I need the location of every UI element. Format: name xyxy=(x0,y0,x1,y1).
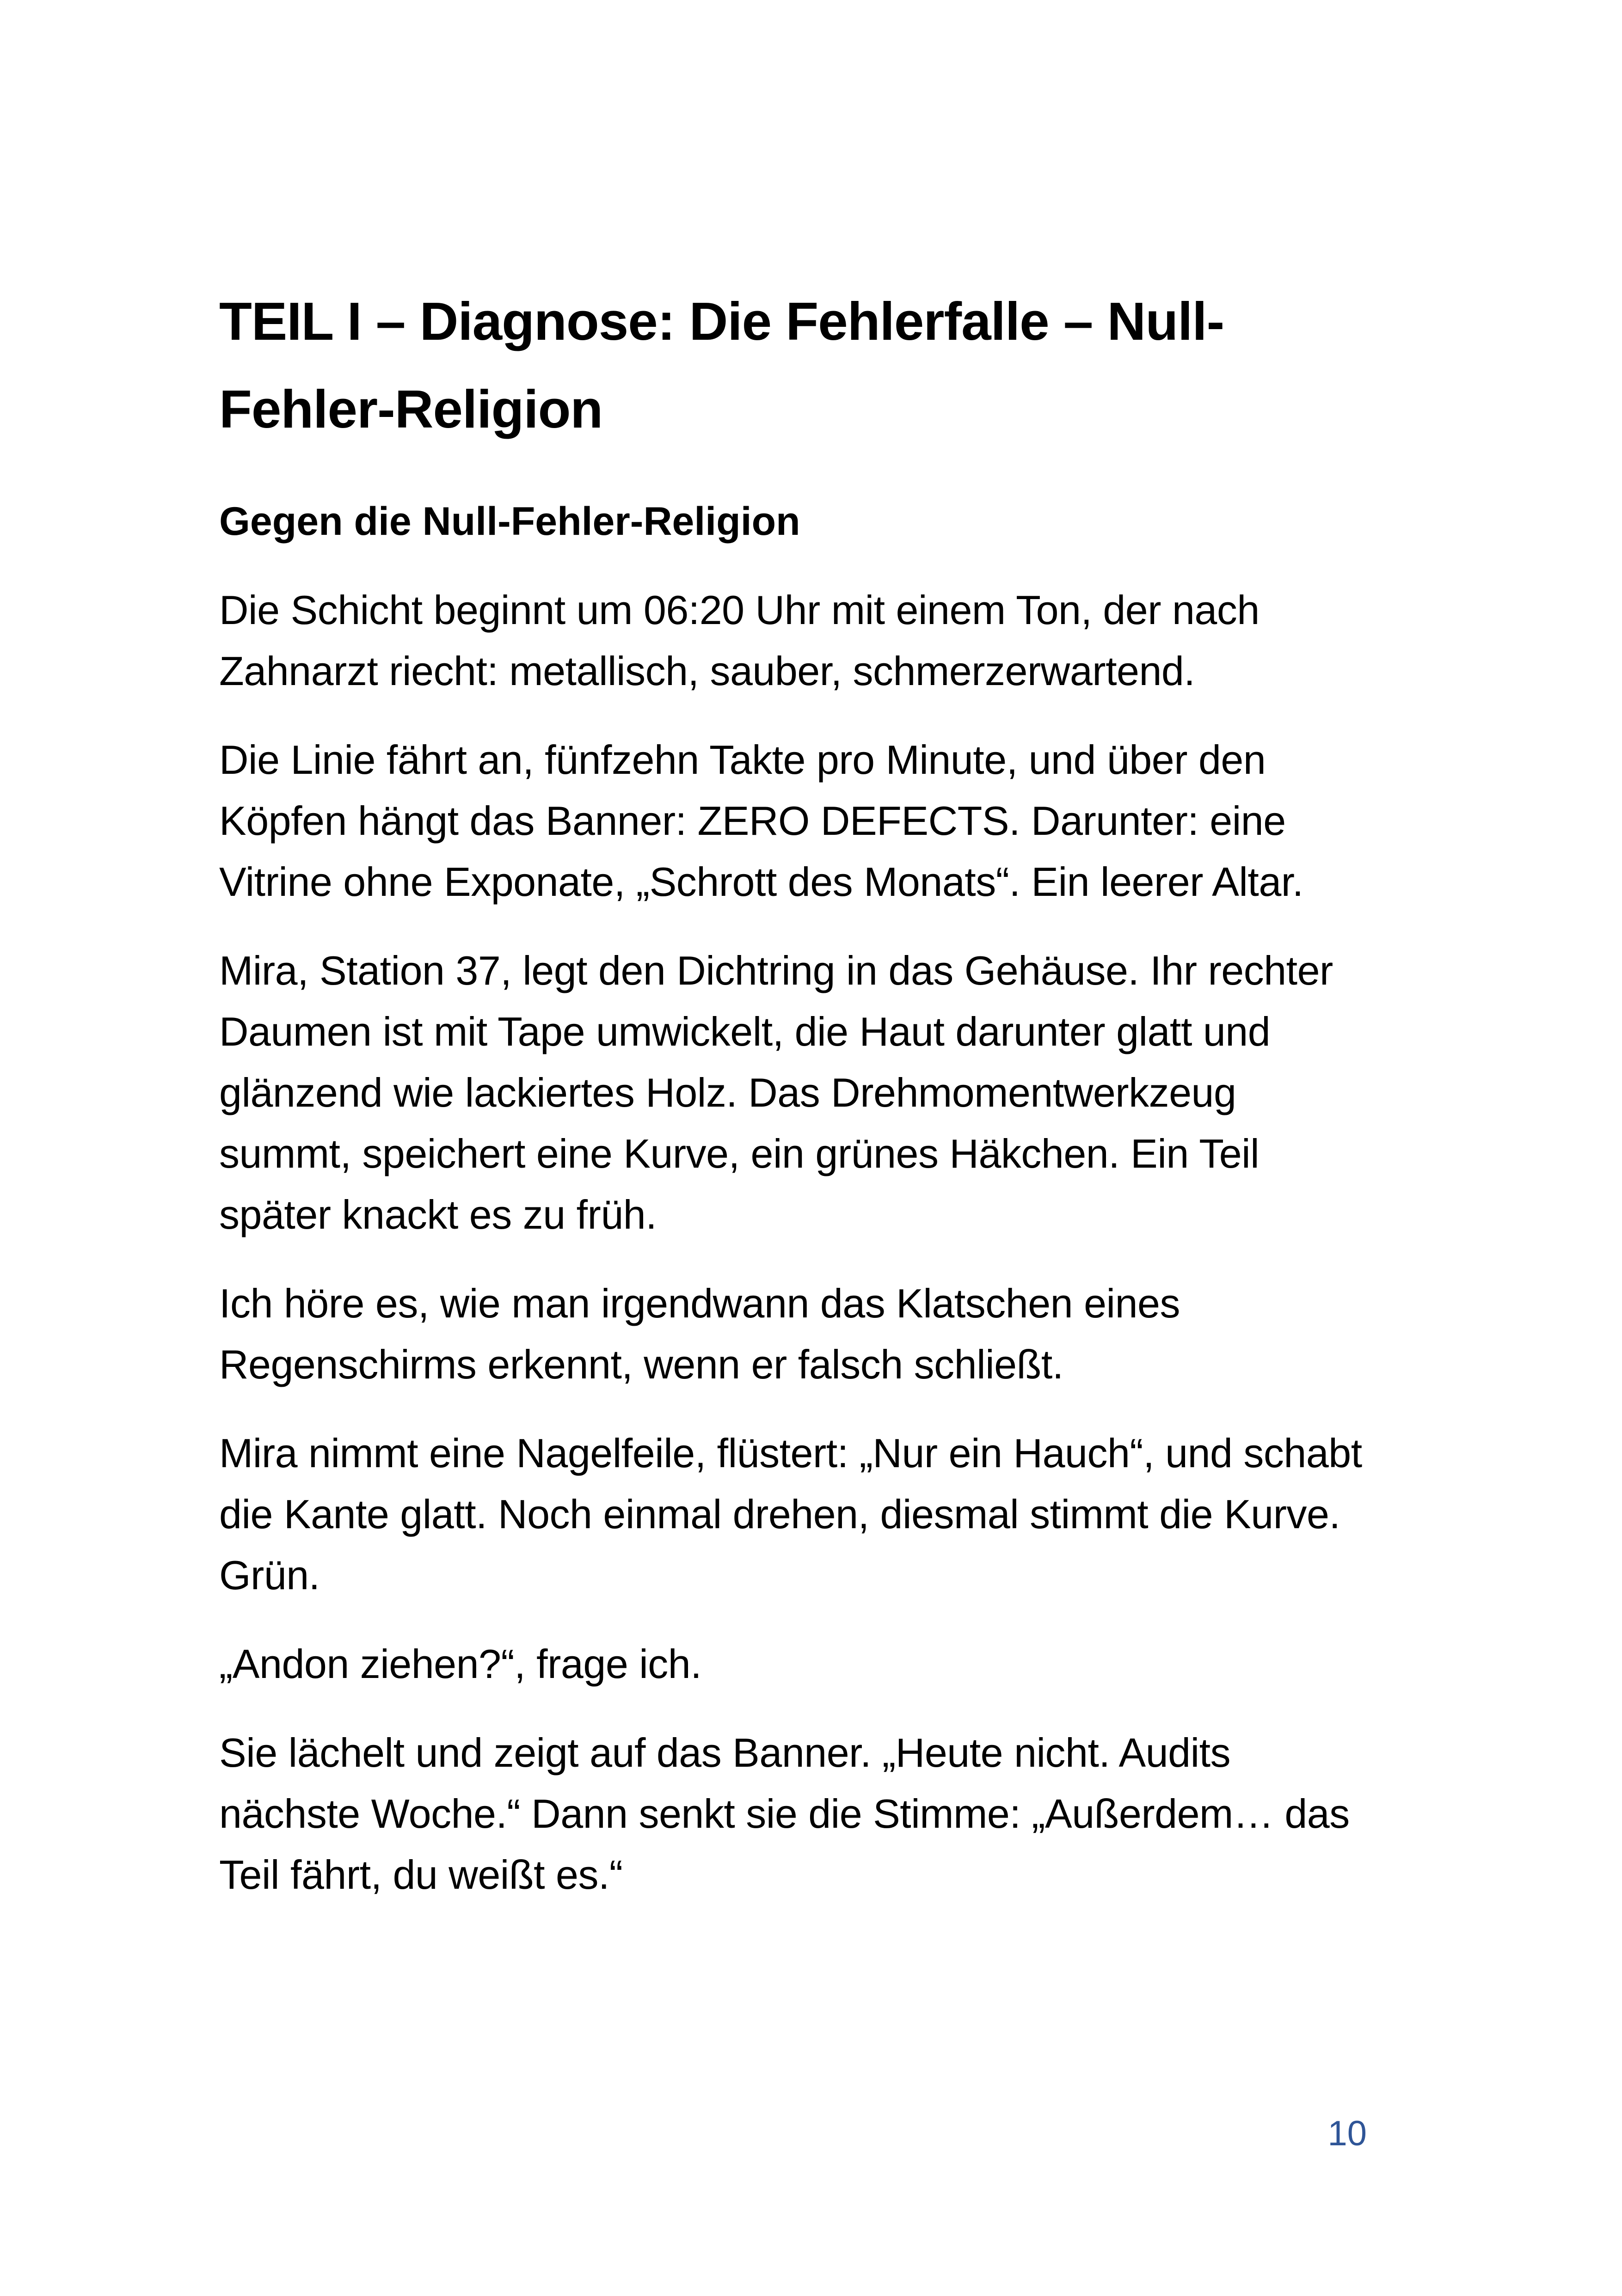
section-heading: Gegen die Null-Fehler-Religion xyxy=(219,499,800,544)
page-number: 10 xyxy=(1327,2114,1367,2153)
paragraph-5: Mira nimmt eine Nagelfeile, flüstert: „Nur ein Hauch“, und schabt die Kante glatt. Noch einmal drehen, diesmal stimmt die Kurve. Grün. xyxy=(219,1430,1362,1598)
chapter-heading: TEIL I – Diagnose: Die Fehlerfalle – Null-Fehler-Religion xyxy=(219,291,1224,439)
paragraph-7: Sie lächelt und zeigt auf das Banner. „Heute nicht. Audits nächste Woche.“ Dann senkt sie die Stimme: „Außerdem… das Teil fährt, du weißt es.“ xyxy=(219,1730,1350,1898)
paragraph-4: Ich höre es, wie man irgendwann das Klatschen eines Regenschirms erkennt, wenn er falsch schließt. xyxy=(219,1280,1180,1387)
paragraph-2: Die Linie fährt an, fünfzehn Takte pro Minute, und über den Köpfen hängt das Banner: ZERO DEFECTS. Darunter: eine Vitrine ohne Exponate, „Schrott des Monats“. Ein leerer Altar. xyxy=(219,737,1303,905)
paragraph-1: Die Schicht beginnt um 06:20 Uhr mit einem Ton, der nach Zahnarzt riecht: metallisch, sauber, schmerzerwartend. xyxy=(219,587,1260,694)
paragraph-6: „Andon ziehen?“, frage ich. xyxy=(219,1641,702,1687)
page-content xyxy=(219,277,1366,1905)
paragraph-3: Mira, Station 37, legt den Dichtring in das Gehäuse. Ihr rechter Daumen ist mit Tape umwickelt, die Haut darunter glatt und glänzend wie lackiertes Holz. Das Drehmomentwerkzeug summt, speichert eine Kurve, ein grünes Häkchen. Ein Teil später knackt es zu früh. xyxy=(219,948,1333,1237)
